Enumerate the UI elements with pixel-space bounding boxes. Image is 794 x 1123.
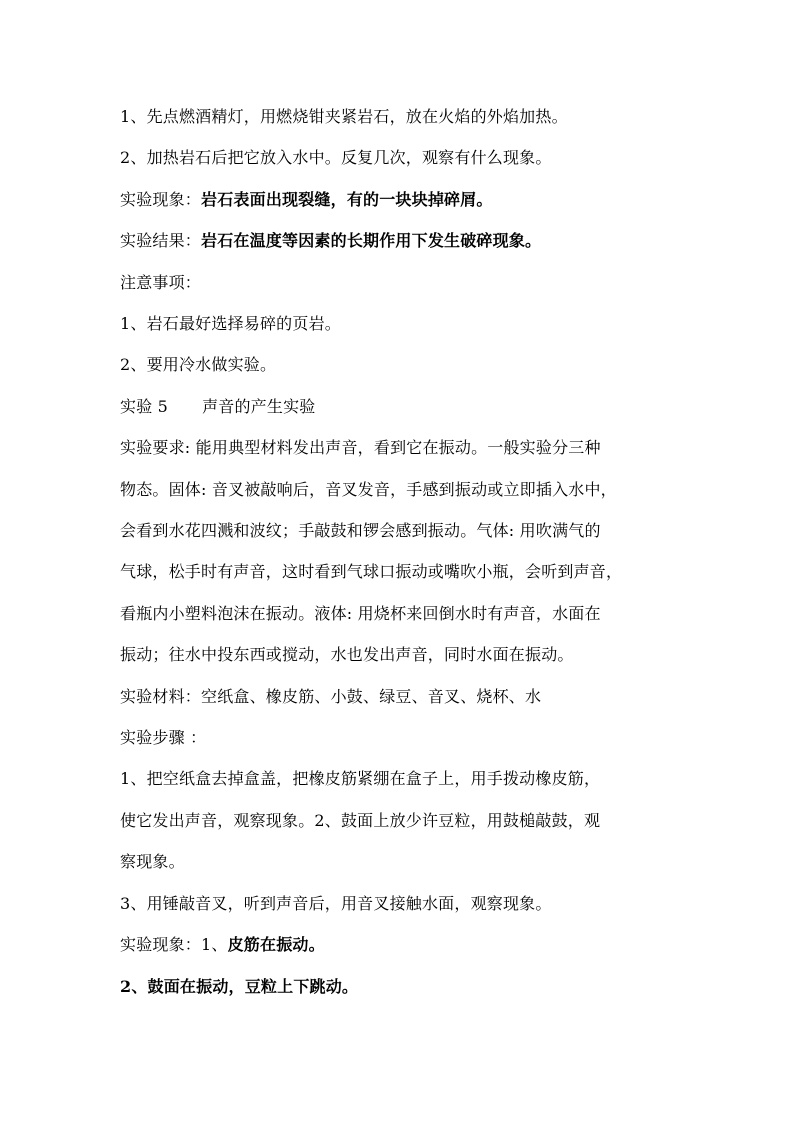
requirement-line-6: 振动；往水中投东西或搅动，水也发出声音，同时水面在振动。 <box>120 645 574 664</box>
requirement-line-5: 看瓶内小塑料泡沫在振动。液体: 用烧杯来回倒水时有声音，水面在 <box>120 604 601 623</box>
requirement-line-1: 实验要求: 能用典型材料发出声音，看到它在振动。一般实验分三种 <box>120 438 601 457</box>
procedure-step-1: 1、先点燃酒精灯，用燃烧钳夹紧岩石，放在火焰的外焰加热。 <box>120 107 568 126</box>
steps-heading: 实验步骤 ： <box>120 728 207 747</box>
experiment-5-title: 实验 5 声音的产生实验 <box>120 397 316 416</box>
steps-line-2: 使它发出声音，观察现象。2、鼓面上放少许豆粒，用鼓槌敲鼓，观 <box>120 811 601 830</box>
notes-heading: 注意事项： <box>120 273 202 292</box>
materials-line: 实验材料：空纸盒、橡皮筋、小鼓、绿豆、音叉、烧杯、水 <box>120 687 542 706</box>
note-1: 1、岩石最好选择易碎的页岩。 <box>120 314 341 333</box>
phenomenon-sound-2: 2、鼓面在振动，豆粒上下跳动。 <box>120 977 359 996</box>
steps-line-4: 3、用锤敲音叉，听到声音后，用音叉接触水面，观察现象。 <box>120 894 552 913</box>
requirement-line-3: 会看到水花四溅和波纹；手敲鼓和锣会感到振动。气体: 用吹满气的 <box>120 521 601 540</box>
phenomenon-sound-1: 实验现象：1、皮筋在振动。 <box>120 935 325 954</box>
note-2: 2、要用冷水做实验。 <box>120 355 277 374</box>
procedure-step-2: 2、加热岩石后把它放入水中。反复几次，观察有什么现象。 <box>120 148 552 167</box>
steps-line-3: 察现象。 <box>120 852 185 871</box>
steps-line-1: 1、把空纸盒去掉盒盖，把橡皮筋紧绷在盒子上，用手拨动橡皮筋， <box>120 769 601 788</box>
requirement-line-4: 气球，松手时有声音，这时看到气球口振动或嘴吹小瓶，会听到声音， <box>120 562 623 581</box>
requirement-line-2: 物态。固体: 音叉被敲响后，音叉发音，手感到振动或立即插入水中， <box>120 480 617 499</box>
result-rock: 实验结果：岩石在温度等因素的长期作用下发生破碎现象。 <box>120 231 542 250</box>
phenomenon-rock: 实验现象：岩石表面出现裂缝，有的一块块掉碎屑。 <box>120 190 493 209</box>
